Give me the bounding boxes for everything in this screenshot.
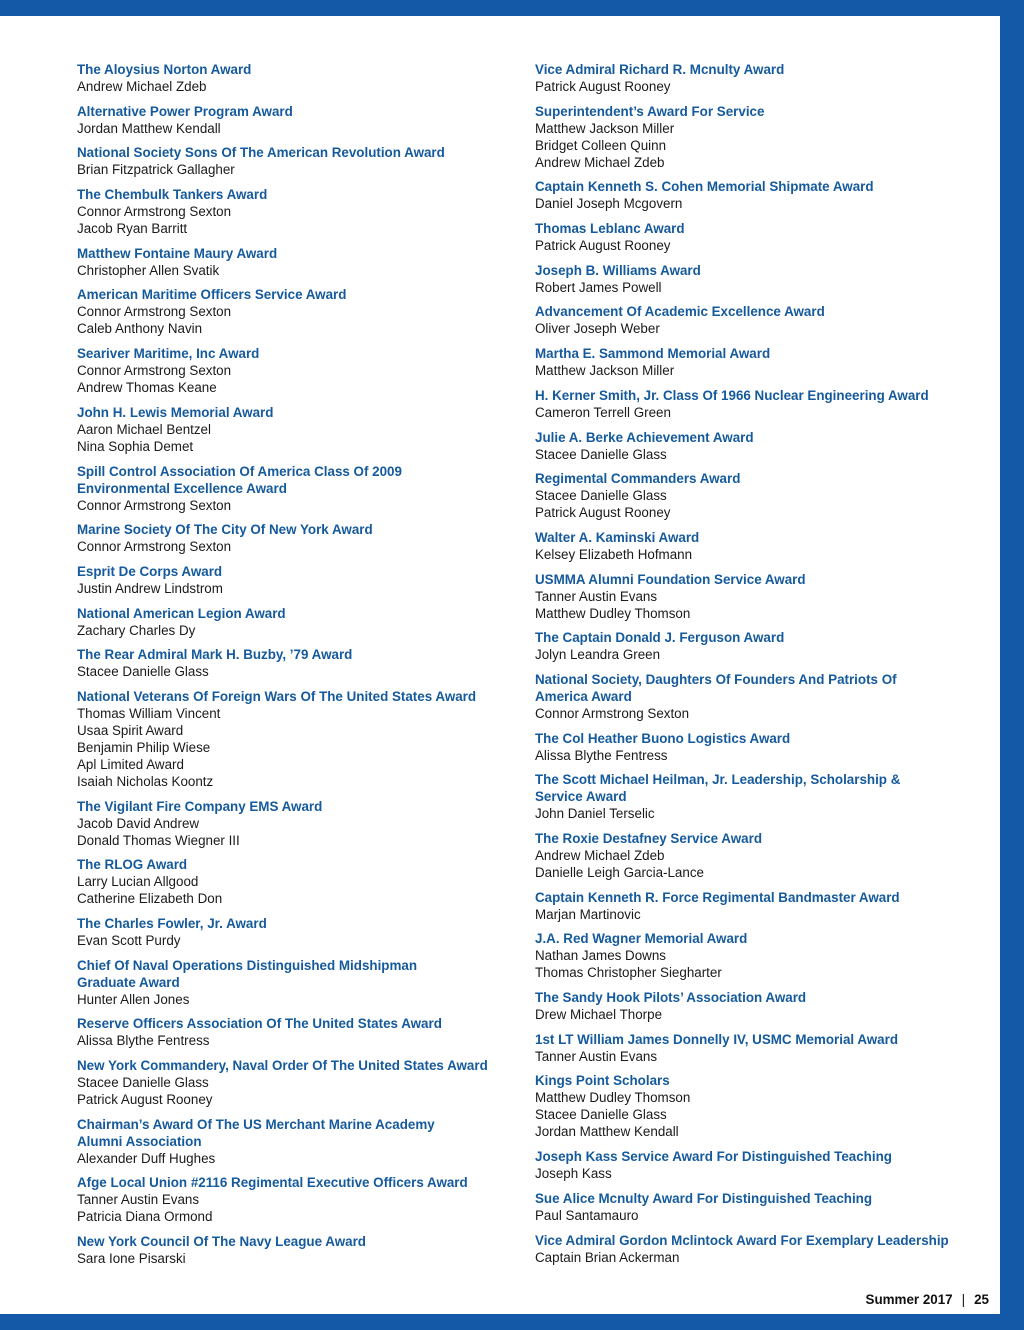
recipient-name: John Daniel Terselic: [535, 806, 655, 822]
recipient-name: Patrick August Rooney: [535, 79, 671, 94]
award-title: The Roxie Destafney Service Award: [535, 831, 762, 846]
recipient-name: Jacob Ryan Barritt: [77, 221, 188, 237]
recipient-name: Oliver Joseph Weber: [535, 321, 660, 337]
award-title: Kings Point Scholars: [535, 1073, 670, 1089]
recipient-name: Christopher Allen Svatik: [77, 262, 220, 278]
award-title: Regimental Commanders Award: [535, 471, 741, 487]
award-entry: [535, 830, 975, 881]
award-entry: [77, 688, 507, 790]
award-title: Reserve Officers Association Of The United States Award: [77, 1016, 442, 1032]
award-title: The Chembulk Tankers Award: [77, 187, 268, 203]
issue-label: Summer 2017: [865, 1292, 953, 1307]
award-title: Chairman’s Award Of The US Merchant Marine Academy: [77, 1116, 435, 1132]
award-title: National Society Sons Of The American Revolution Award: [77, 145, 445, 161]
award-title: The Rear Admiral Mark H. Buzby, ’79 Award: [77, 647, 353, 663]
recipient-name: Jordan Matthew Kendall: [535, 1124, 679, 1140]
award-entry: [77, 1015, 507, 1049]
award-entry: [77, 957, 507, 1008]
award-title: The Charles Fowler, Jr. Award: [77, 916, 267, 931]
award-title: American Maritime Officers Service Award: [77, 287, 347, 303]
award-entry: [77, 856, 507, 907]
recipient-name: Stacee Danielle Glass: [77, 664, 209, 680]
recipient-name: Andrew Michael Zdeb: [535, 848, 665, 863]
recipient-name: Connor Armstrong Sexton: [535, 705, 690, 721]
recipient-name: Usaa Spirit Award: [77, 722, 184, 738]
recipient-name: Justin Andrew Lindstrom: [77, 580, 223, 596]
recipient-name: Andrew Michael Zdeb: [77, 79, 207, 94]
award-entry: [77, 605, 507, 639]
award-entry: [77, 1116, 507, 1167]
recipient-name: Stacee Danielle Glass: [535, 488, 667, 504]
award-entry: [77, 186, 507, 237]
award-title: Chief Of Naval Operations Distinguished Midshipman: [77, 957, 418, 973]
award-entry: [535, 671, 975, 722]
page-footer: [866, 1292, 989, 1307]
award-title: Joseph Kass Service Award For Distinguished Teaching: [535, 1149, 892, 1165]
recipient-name: Matthew Jackson Miller: [535, 120, 675, 136]
award-title: America Award: [535, 688, 632, 704]
award-entry: [535, 303, 975, 337]
recipient-name: Hunter Allen Jones: [77, 991, 190, 1007]
award-title: Seariver Maritime, Inc Award: [77, 346, 260, 362]
recipient-name: Connor Armstrong Sexton: [77, 497, 232, 513]
award-title: The Aloysius Norton Award: [77, 62, 252, 77]
award-title: National Society, Daughters Of Founders And Patriots Of: [535, 671, 897, 687]
recipient-name: Donald Thomas Wiegner III: [77, 832, 240, 848]
award-title: The Vigilant Fire Company EMS Award: [77, 798, 323, 814]
award-entry: [535, 889, 975, 923]
recipient-name: Connor Armstrong Sexton: [77, 363, 232, 379]
recipient-name: Patrick August Rooney: [77, 1092, 213, 1108]
award-entry: [535, 529, 975, 563]
award-entry: [535, 1232, 975, 1266]
recipient-name: Jolyn Leandra Green: [535, 647, 661, 663]
recipient-name: Matthew Dudley Thomson: [535, 1090, 691, 1106]
award-entry: [535, 930, 975, 981]
award-title: National Veterans Of Foreign Wars Of The United States Award: [77, 688, 477, 704]
award-title: Service Award: [535, 789, 627, 805]
award-entry: [77, 463, 507, 514]
award-entry: [535, 1072, 975, 1140]
recipient-name: Patrick August Rooney: [535, 505, 671, 521]
recipient-name: Tanner Austin Evans: [535, 588, 658, 604]
award-entry: [77, 61, 507, 95]
recipient-name: Connor Armstrong Sexton: [77, 304, 232, 320]
award-entry: [77, 521, 507, 555]
award-entry: [535, 103, 975, 171]
recipient-name: Stacee Danielle Glass: [535, 1107, 667, 1123]
award-title: Thomas Leblanc Award: [535, 221, 685, 237]
award-title: H. Kerner Smith, Jr. Class Of 1966 Nuclear Engineering Award: [535, 387, 929, 403]
award-entry: [535, 989, 975, 1023]
recipient-name: Drew Michael Thorpe: [535, 1007, 663, 1023]
recipient-name: Andrew Thomas Keane: [77, 380, 217, 396]
recipient-name: Jacob David Andrew: [77, 815, 200, 831]
award-title: National American Legion Award: [77, 605, 286, 621]
recipient-name: Joseph Kass: [535, 1166, 612, 1182]
award-title: Alumni Association: [77, 1133, 202, 1149]
top-border-bar: [0, 0, 1024, 16]
left-award-column: [77, 61, 507, 1275]
recipient-name: Tanner Austin Evans: [535, 1048, 658, 1064]
recipient-name: Marjan Martinovic: [535, 906, 641, 922]
award-entry: [535, 345, 975, 379]
recipient-name: Sara Ione Pisarski: [77, 1251, 186, 1267]
award-title: Walter A. Kaminski Award: [535, 529, 700, 545]
right-border-bar: [1000, 0, 1024, 1330]
recipient-name: Kelsey Elizabeth Hofmann: [535, 546, 693, 562]
award-entry: [535, 429, 975, 463]
recipient-name: Bridget Colleen Quinn: [535, 137, 667, 153]
award-entry: [77, 915, 507, 949]
award-title: Sue Alice Mcnulty Award For Distinguished Teaching: [535, 1190, 873, 1206]
award-entry: [535, 771, 975, 822]
award-entry: [535, 262, 975, 296]
recipient-name: Matthew Jackson Miller: [535, 363, 675, 379]
recipient-name: Thomas Christopher Siegharter: [535, 965, 722, 981]
award-entry: [535, 1190, 975, 1224]
award-title: Superintendent’s Award For Service: [535, 103, 765, 119]
recipient-name: Daniel Joseph Mcgovern: [535, 196, 683, 212]
recipient-name: Benjamin Philip Wiese: [77, 739, 211, 755]
award-title: USMMA Alumni Foundation Service Award: [535, 571, 806, 587]
award-title: Environmental Excellence Award: [77, 480, 287, 496]
award-entry: [535, 1148, 975, 1182]
recipient-name: Brian Fitzpatrick Gallagher: [77, 162, 235, 178]
award-entry: [535, 1031, 975, 1065]
award-title: Alternative Power Program Award: [77, 103, 293, 119]
recipient-name: Danielle Leigh Garcia-Lance: [535, 865, 704, 880]
award-entry: [77, 286, 507, 337]
recipient-name: Nathan James Downs: [535, 948, 666, 964]
award-title: New York Council Of The Navy League Award: [77, 1234, 366, 1250]
award-title: Marine Society Of The City Of New York Award: [77, 522, 373, 538]
award-entry: [77, 646, 507, 680]
recipient-name: Matthew Dudley Thomson: [535, 605, 691, 621]
award-title: Captain Kenneth R. Force Regimental Bandmaster Award: [535, 889, 900, 905]
award-title: Esprit De Corps Award: [77, 563, 223, 579]
recipient-name: Alissa Blythe Fentress: [77, 1033, 210, 1049]
award-title: Spill Control Association Of America Class Of 2009: [77, 463, 402, 479]
award-title: The RLOG Award: [77, 857, 188, 873]
award-entry: [77, 563, 507, 597]
footer-separator: |: [961, 1292, 966, 1307]
recipient-name: Catherine Elizabeth Don: [77, 891, 223, 907]
recipient-name: Zachary Charles Dy: [77, 622, 196, 638]
recipient-name: Paul Santamauro: [535, 1207, 639, 1223]
recipient-name: Jordan Matthew Kendall: [77, 120, 221, 136]
award-entry: [535, 629, 975, 663]
right-award-column: [535, 61, 975, 1273]
award-entry: [535, 178, 975, 212]
award-title: 1st LT William James Donnelly IV, USMC Memorial Award: [535, 1031, 899, 1047]
award-entry: [77, 245, 507, 279]
award-entry: [77, 103, 507, 137]
recipient-name: Nina Sophia Demet: [77, 438, 194, 454]
recipient-name: Thomas William Vincent: [77, 705, 221, 721]
award-entry: [535, 61, 975, 95]
recipient-name: Aaron Michael Bentzel: [77, 421, 211, 437]
recipient-name: Isaiah Nicholas Koontz: [77, 773, 214, 789]
recipient-name: Stacee Danielle Glass: [535, 446, 667, 462]
award-entry: [77, 144, 507, 178]
recipient-name: Cameron Terrell Green: [535, 404, 671, 420]
recipient-name: Patrick August Rooney: [535, 238, 671, 254]
award-entry: [77, 1233, 507, 1267]
award-title: Vice Admiral Gordon Mclintock Award For Exemplary Leadership: [535, 1232, 949, 1248]
award-title: Graduate Award: [77, 974, 180, 990]
recipient-name: Caleb Anthony Navin: [77, 321, 203, 337]
award-title: Matthew Fontaine Maury Award: [77, 245, 278, 261]
award-title: New York Commandery, Naval Order Of The United States Award: [77, 1058, 488, 1074]
recipient-name: Connor Armstrong Sexton: [77, 539, 232, 555]
recipient-name: Andrew Michael Zdeb: [535, 154, 665, 170]
award-title: The Sandy Hook Pilots’ Association Award: [535, 990, 807, 1006]
recipient-name: Captain Brian Ackerman: [535, 1249, 680, 1265]
recipient-name: Alexander Duff Hughes: [77, 1150, 216, 1166]
award-title: The Col Heather Buono Logistics Award: [535, 730, 791, 746]
award-title: Julie A. Berke Achievement Award: [535, 429, 754, 445]
recipient-name: Larry Lucian Allgood: [77, 874, 199, 890]
recipient-name: Patricia Diana Ormond: [77, 1209, 213, 1225]
award-title: John H. Lewis Memorial Award: [77, 404, 274, 420]
award-entry: [535, 470, 975, 521]
recipient-name: Evan Scott Purdy: [77, 933, 181, 948]
recipient-name: Tanner Austin Evans: [77, 1192, 200, 1208]
award-entry: [535, 220, 975, 254]
recipient-name: Robert James Powell: [535, 279, 662, 295]
recipient-name: Stacee Danielle Glass: [77, 1075, 209, 1091]
award-entry: [77, 1174, 507, 1225]
award-title: The Captain Donald J. Ferguson Award: [535, 630, 785, 646]
award-title: Advancement Of Academic Excellence Award: [535, 304, 825, 320]
award-entry: [535, 387, 975, 421]
award-entry: [535, 730, 975, 764]
recipient-name: Connor Armstrong Sexton: [77, 204, 232, 220]
award-entry: [77, 404, 507, 455]
award-entry: [77, 798, 507, 849]
recipient-name: Apl Limited Award: [77, 756, 184, 772]
award-entry: [77, 345, 507, 396]
award-title: Joseph B. Williams Award: [535, 262, 701, 278]
recipient-name: Alissa Blythe Fentress: [535, 747, 668, 763]
award-title: Afge Local Union #2116 Regimental Executive Officers Award: [77, 1175, 468, 1191]
award-title: Martha E. Sammond Memorial Award: [535, 346, 771, 362]
award-title: Vice Admiral Richard R. Mcnulty Award: [535, 62, 785, 77]
award-entry: [535, 571, 975, 622]
bottom-border-bar: [0, 1314, 1024, 1330]
award-title: The Scott Michael Heilman, Jr. Leadership, Scholarship &: [535, 772, 901, 788]
award-entry: [77, 1057, 507, 1108]
award-title: Captain Kenneth S. Cohen Memorial Shipmate Award: [535, 179, 874, 195]
page-number: 25: [974, 1292, 989, 1307]
award-title: J.A. Red Wagner Memorial Award: [535, 931, 748, 947]
